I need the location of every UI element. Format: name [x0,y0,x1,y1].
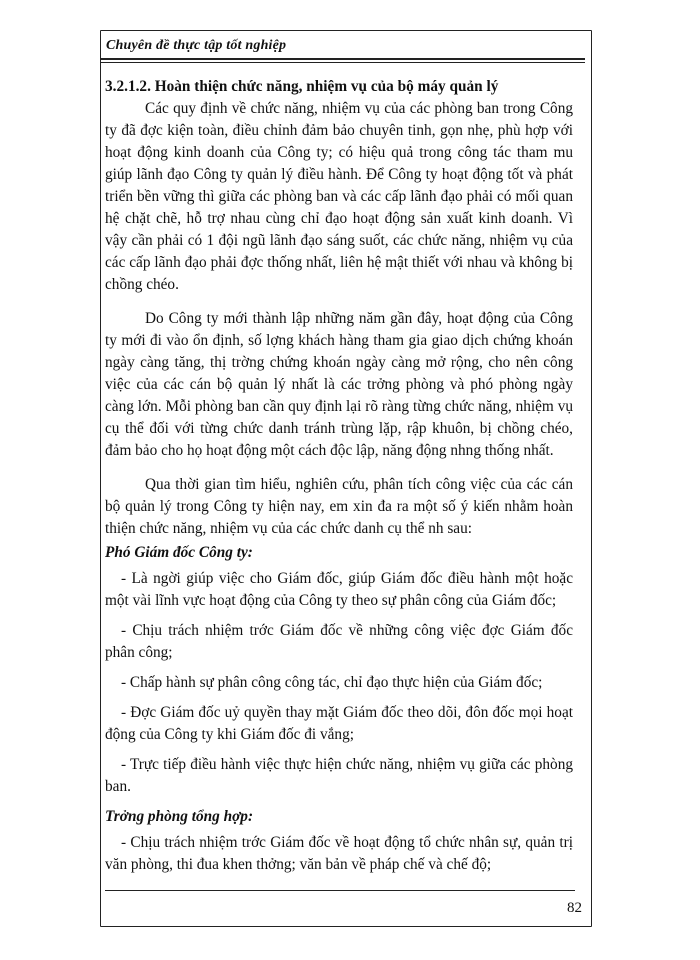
page-number: 82 [567,900,582,916]
paragraph: Qua thời gian tìm hiểu, nghiên cứu, phân tích công việc của các cán bộ quản lý trong Công ty hiện nay, em xin đa ra một số ý kiến nhằm hoàn thiện chức năng, nhiệm vụ của các chức danh cụ thể nh sau: [105,476,573,537]
section-heading: 3.2.1.2. Hoàn thiện chức năng, nhiệm vụ của bộ máy quản lý [105,78,499,95]
paragraph: Các quy định về chức năng, nhiệm vụ của các phòng ban trong Công ty đã đợc kiện toàn, điều chỉnh đảm bảo chuyên tinh, gọn nhẹ, phù hợp với hoạt động kinh doanh của Công ty; có hiệu quả trong công tác tham mu giúp lãnh đạo Công ty quản lý điều hành. Để Công ty hoạt động tốt và phát triển bền vững thì giữa các phòng ban và các cấp lãnh đạo phải có mối quan hệ chặt chẽ, hỗ trợ nhau cùng chỉ đạo hoạt động sản xuất kinh doanh. Vì vậy cần phải có 1 đội ngũ lãnh đạo sáng suốt, các chức năng, nhiệm vụ của các cấp lãnh đạo phải đợc thống nhất, liên hệ mật thiết với nhau và không bị chồng chéo. [105,100,573,293]
footer-rule [105,890,575,891]
duty-item: - Chịu trách nhiệm trớc Giám đốc về hoạt động tổ chức nhân sự, quản trị văn phòng, thi đua khen thởng; văn bản về pháp chế và chế độ; [105,834,573,873]
paragraph: Do Công ty mới thành lập những năm gần đây, hoạt động của Công ty mới đi vào ổn định, số lợng khách hàng tham gia giao dịch chứng khoán ngày càng tăng, thị trờng chứng khoán ngày càng mở rộng, cho nên công việc của các cán bộ quản lý nhất là các trởng phòng và phó phòng ngày càng lớn. Mỗi phòng ban cần quy định lại rõ ràng từng chức năng, nhiệm vụ cụ thể đối với từng chức danh tránh trùng lặp, rập khuôn, bị chồng chéo, đảm bảo cho họ hoạt động một cách độc lập, năng động nhng thống nhất. [105,310,573,459]
duty-item: - Chịu trách nhiệm trớc Giám đốc về những công việc đợc Giám đốc phân công; [105,622,573,661]
duty-item: - Đợc Giám đốc uỷ quyền thay mặt Giám đốc theo dõi, đôn đốc mọi hoạt động của Công ty khi Giám đốc đi vắng; [105,704,573,743]
role-title: Phó Giám đốc Công ty: [105,544,253,561]
running-header: Chuyên đề thực tập tốt nghiệp [106,38,287,53]
duty-item: - Chấp hành sự phân công công tác, chỉ đạo thực hiện của Giám đốc; [121,674,543,691]
header-rule-thin [100,62,585,63]
header-rule [100,58,585,60]
role-title: Trởng phòng tổng hợp: [105,808,254,825]
duty-item: - Là ngời giúp việc cho Giám đốc, giúp Giám đốc điều hành một hoặc một vài lĩnh vực hoạt động của Công ty theo sự phân công của Giám đốc; [105,570,573,609]
duty-item: - Trực tiếp điều hành việc thực hiện chức năng, nhiệm vụ giữa các phòng ban. [105,756,573,795]
document-body [105,76,573,884]
